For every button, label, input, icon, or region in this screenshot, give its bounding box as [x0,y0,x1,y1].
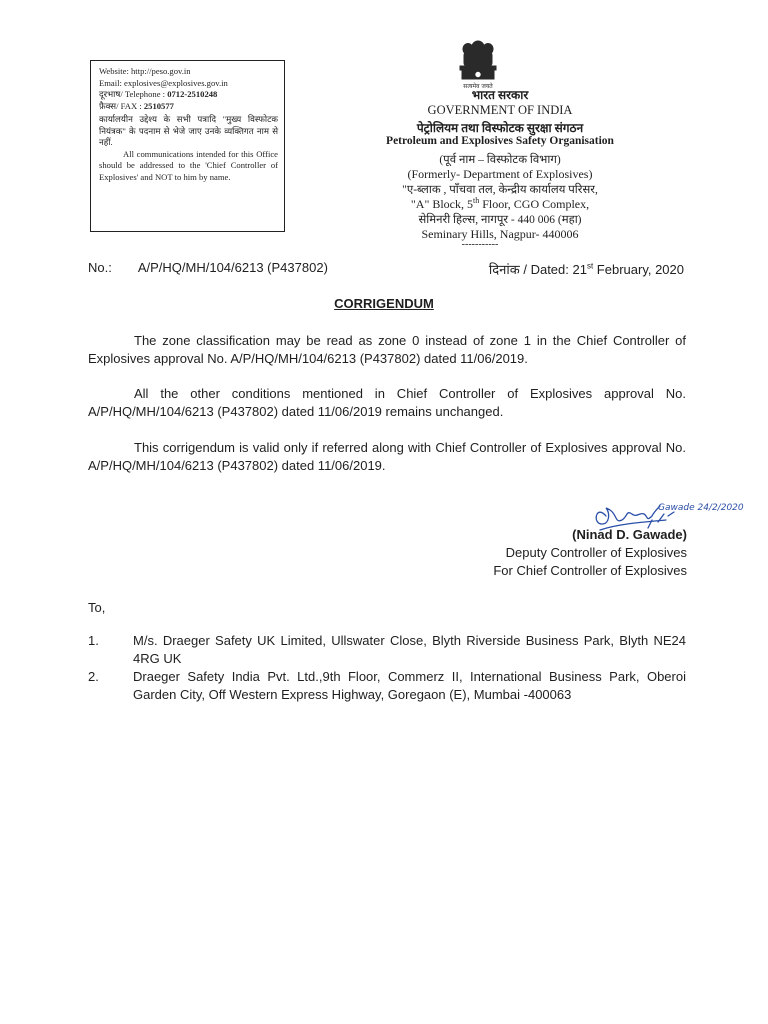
address-hindi-line-1: "ए-ब्लाक , पाँचवा तल, केन्द्रीय कार्यालय परिसर, [402,184,598,196]
recipient-number: 2. [88,669,99,684]
date-ordinal: st [586,261,594,271]
government-hindi: भारत सरकार [471,88,529,102]
address-part: "A" Block, 5 [410,197,474,211]
recipient-item [88,668,686,704]
address-hindi-line-2: सेमिनरी हिल्स, नागपूर - 440 006 (महा) [418,214,582,226]
telephone-line [99,89,278,101]
paragraph-zone-classification: The zone classification may be read as zone 0 instead of zone 1 in the Chief Controller of Explosives approval No. A/P/HQ/MH/104/6213 (P437802) dated 11/06/2019. [88,333,686,366]
recipient-address: M/s. Draeger Safety UK Limited, Ullswater Close, Blyth Riverside Business Park, Blyth NE24 4RG UK [133,633,686,666]
signatory-for-line: For Chief Controller of Explosives [493,563,687,578]
hindi-address-note: कार्यालयीन उद्देश्य के सभी पत्रादि "मुख्य विस्फोटक नियंत्रक" के पदनाम से भेजे जाए उनके व्यक्तिगत नाम से नहीं. [99,114,278,147]
address-part: Floor, CGO Complex, [479,197,590,211]
government-english: GOVERNMENT OF INDIA [427,103,573,117]
fax-line [99,101,278,113]
to-label: To, [88,600,106,615]
signature-text: Gawade 24/2/2020 [658,503,744,513]
organisation-hindi: पेट्रोलियम तथा विस्फोटक सुरक्षा संगठन [416,121,584,135]
recipient-number: 1. [88,633,99,648]
date-label: दिनांक / Dated: 21 [488,262,587,277]
reference-value: A/P/HQ/MH/104/6213 (P437802) [137,260,328,275]
signatory-designation: Deputy Controller of Explosives [505,545,687,560]
former-name-english: (Formerly- Department of Explosives) [407,167,593,181]
signatory-name: (Ninad D. Gawade) [572,527,687,542]
paragraph-other-conditions: All the other conditions mentioned in Chief Controller of Explosives approval No. A/P/HQ/MH/104/6213 (P437802) dated 11/06/2019 remains unchanged. [88,386,686,419]
telephone-label: दूरभाष/ Telephone : [99,89,168,99]
date-rest: February, 2020 [593,262,684,277]
website-text: Website: http://peso.gov.in [99,66,191,76]
reference-number [88,260,328,275]
recipient-item [88,632,686,668]
header-separator: ----------- [461,239,499,250]
recipient-address: Draeger Safety India Pvt. Ltd.,9th Floor, Commerz II, International Business Park, Oberoi Garden City, Off Western Express Highway, Goregaon (E), Mumbai -400063 [133,669,686,702]
organisation-english: Petroleum and Explosives Safety Organisation [386,135,614,147]
email-text: Email: explosives@explosives.gov.in [99,77,228,88]
document-title: CORRIGENDUM [334,296,434,311]
fax-label: फ़ैक्स/ FAX : [99,100,144,111]
ordinal-suffix: th [473,196,480,205]
telephone-number: 0712-2510248 [167,89,218,99]
document-date [489,260,684,278]
contact-info-box [90,60,285,232]
national-emblem-icon [455,38,501,90]
english-address-note: All communications intended for this Office should be addressed to the 'Chief Controller of Explosives' and NOT to him by name. [99,148,278,182]
reference-label: No.: [88,260,112,275]
fax-number: 2510577 [143,100,174,111]
paragraph-validity: This corrigendum is valid only if referred along with Chief Controller of Explosives approval No. A/P/HQ/MH/104/6213 (P437802) dated 11/06/2019. [88,440,686,473]
address-english-line-2: Seminary Hills, Nagpur- 440006 [421,227,579,241]
address-english-line-1 [300,197,700,212]
former-name-hindi: (पूर्व नाम – विस्फोटक विभाग) [439,154,561,166]
emblem-caption: सत्यमेव जयते [463,83,493,90]
